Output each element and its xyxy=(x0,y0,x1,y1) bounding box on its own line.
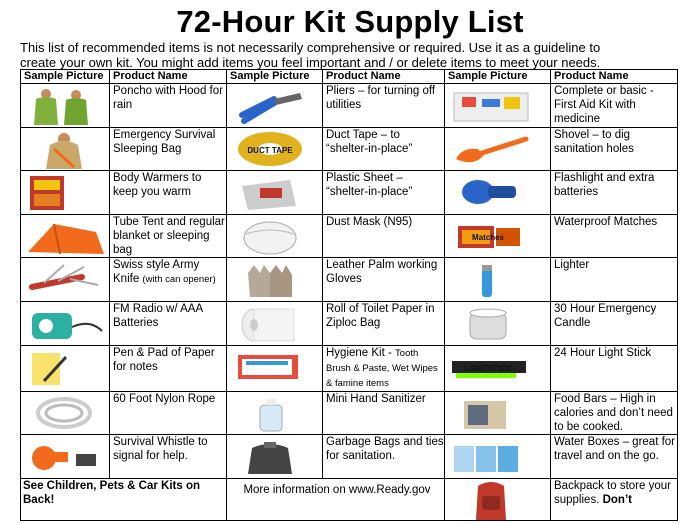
product-name-cell xyxy=(110,127,227,171)
product-name: Waterproof Matches xyxy=(554,215,658,228)
picture-cell xyxy=(445,435,551,479)
product-name-cell xyxy=(551,84,678,128)
product-name-cell xyxy=(323,435,445,479)
tent-icon xyxy=(24,216,110,256)
picture-cell xyxy=(21,171,110,215)
product-name: Dust Mask (N95) xyxy=(326,215,413,228)
candle-icon xyxy=(448,303,534,343)
svg-text:LIGHTSTICK: LIGHTSTICK xyxy=(464,363,512,373)
product-name-cell xyxy=(110,435,227,479)
table-row xyxy=(21,84,678,128)
matches-icon xyxy=(448,216,534,256)
product-name-cell xyxy=(551,345,678,391)
product-note: Tooth Brush & Paste, Wet Wipes & famine items xyxy=(326,347,438,389)
product-name: Swiss style Army Knife xyxy=(113,259,200,286)
table-row xyxy=(21,214,678,258)
picture-cell xyxy=(445,171,551,215)
column-header-product: Product Name xyxy=(323,70,445,84)
table-row xyxy=(21,171,678,215)
picture-cell xyxy=(445,345,551,391)
footer-back-note: See Children, Pets & Car Kits on Back! xyxy=(21,478,227,520)
product-name-cell xyxy=(323,301,445,345)
table-row xyxy=(21,391,678,435)
picture-cell xyxy=(227,258,323,302)
product-name: FM Radio w/ AAA Batteries xyxy=(113,302,203,329)
food-bars-icon xyxy=(448,393,534,433)
product-name-cell xyxy=(551,391,678,435)
duct-tape-icon xyxy=(230,129,316,169)
svg-text:DUCT TAPE: DUCT TAPE xyxy=(247,145,293,155)
product-name: Tube Tent and regular blanket or sleeping bag xyxy=(113,215,225,256)
product-name-cell xyxy=(110,345,227,391)
product-name: Flashlight and extra batteries xyxy=(554,172,655,199)
product-name-cell xyxy=(323,84,445,128)
picture-cell xyxy=(227,435,323,479)
picture-cell xyxy=(21,258,110,302)
water-boxes-icon xyxy=(448,436,534,476)
product-name: Survival Whistle to signal for help. xyxy=(113,436,208,463)
poncho-icon xyxy=(24,85,110,125)
product-name: Roll of Toilet Paper in Ziploc Bag xyxy=(326,302,435,329)
whistle-icon xyxy=(24,436,110,476)
product-name: 60 Foot Nylon Rope xyxy=(113,392,216,405)
picture-cell xyxy=(21,391,110,435)
product-name-cell xyxy=(110,391,227,435)
picture-cell xyxy=(227,391,323,435)
product-name: Pen & Pad of Paper for notes xyxy=(113,346,215,373)
supply-table xyxy=(20,69,678,521)
table-row xyxy=(21,127,678,171)
product-name-cell xyxy=(323,214,445,258)
product-name: Duct Tape – to “shelter-in-place” xyxy=(326,128,413,155)
product-name: Poncho with Hood for rain xyxy=(113,85,223,111)
sanitizer-icon xyxy=(230,393,316,433)
picture-cell xyxy=(227,345,323,391)
product-name-cell xyxy=(110,258,227,302)
picture-cell xyxy=(445,258,551,302)
lighter-icon xyxy=(448,259,534,299)
product-name: Lighter xyxy=(554,259,590,272)
page-title: 72-Hour Kit Supply List xyxy=(176,4,524,39)
product-name: Hygiene Kit - xyxy=(326,346,392,359)
backpack-bold-text: Don’t xyxy=(602,493,632,506)
body-warmer-icon xyxy=(24,172,110,212)
footer-more-info: More information on www.Ready.gov xyxy=(227,478,445,520)
picture-cell xyxy=(445,391,551,435)
flashlight-icon xyxy=(448,172,534,212)
table-row xyxy=(21,258,678,302)
product-name: Food Bars – High in calories and don’t need to be cooked. xyxy=(554,392,673,433)
picture-cell xyxy=(227,127,323,171)
product-note: (with can opener) xyxy=(142,274,216,286)
product-name-cell xyxy=(551,171,678,215)
product-name: Garbage Bags and ties for sanitation. xyxy=(326,436,444,463)
picture-cell xyxy=(445,127,551,171)
footer-backpack-cell xyxy=(551,478,678,520)
column-header-product: Product Name xyxy=(110,70,227,84)
product-name-cell xyxy=(323,345,445,391)
table-header-row xyxy=(21,70,678,84)
product-name-cell xyxy=(323,258,445,302)
product-name-cell xyxy=(551,214,678,258)
picture-cell xyxy=(227,214,323,258)
pliers-icon xyxy=(230,85,316,125)
product-name-cell xyxy=(110,171,227,215)
picture-cell xyxy=(21,345,110,391)
product-name: Shovel – to dig sanitation holes xyxy=(554,128,634,155)
picture-cell xyxy=(445,301,551,345)
table-row xyxy=(21,435,678,479)
intro-text xyxy=(20,40,690,70)
picture-cell xyxy=(227,171,323,215)
product-name: Plastic Sheet – “shelter-in-place” xyxy=(326,172,413,199)
picture-cell xyxy=(21,84,110,128)
product-name-cell xyxy=(323,171,445,215)
product-name: Mini Hand Sanitizer xyxy=(326,392,426,405)
product-name-cell xyxy=(551,435,678,479)
product-name-cell xyxy=(110,301,227,345)
table-row xyxy=(21,345,678,391)
product-name-cell xyxy=(323,391,445,435)
product-name: Body Warmers to keep you warm xyxy=(113,172,202,199)
radio-icon xyxy=(24,303,110,343)
column-header-picture: Sample Picture xyxy=(445,70,551,84)
shovel-icon xyxy=(448,129,534,169)
picture-cell xyxy=(21,435,110,479)
footer-row xyxy=(21,478,678,520)
picture-cell xyxy=(445,214,551,258)
picture-cell xyxy=(227,301,323,345)
plastic-sheet-icon xyxy=(230,172,316,212)
table-row xyxy=(21,301,678,345)
product-name-cell xyxy=(323,127,445,171)
product-name-cell xyxy=(110,214,227,258)
gloves-icon xyxy=(230,259,316,299)
picture-cell xyxy=(21,301,110,345)
first-aid-kit-icon xyxy=(448,85,534,125)
product-name-cell xyxy=(551,301,678,345)
product-name: Leather Palm working Gloves xyxy=(326,259,438,286)
intro-line-1: This list of recommended items is not necessarily comprehensive or required. Use it as a guideline to xyxy=(20,40,601,55)
pen-pad-icon xyxy=(24,347,110,387)
light-stick-icon xyxy=(448,347,534,387)
picture-cell xyxy=(445,478,551,520)
picture-cell xyxy=(21,127,110,171)
picture-cell xyxy=(227,84,323,128)
toilet-paper-icon xyxy=(230,303,316,343)
product-name: Emergency Survival Sleeping Bag xyxy=(113,128,216,155)
product-name: 24 Hour Light Stick xyxy=(554,346,652,359)
backpack-icon xyxy=(448,480,534,520)
column-header-picture: Sample Picture xyxy=(227,70,323,84)
hygiene-kit-icon xyxy=(230,347,316,387)
intro-line-2: create your own kit. You might add items you feel important and / or delete items to meet your needs. xyxy=(20,55,601,70)
product-name-cell xyxy=(110,84,227,128)
column-header-product: Product Name xyxy=(551,70,678,84)
dust-mask-icon xyxy=(230,216,316,256)
rope-icon xyxy=(24,393,110,433)
column-header-picture: Sample Picture xyxy=(21,70,110,84)
product-name-cell xyxy=(551,258,678,302)
product-name: Pliers – for turning off utilities xyxy=(326,85,436,111)
army-knife-icon xyxy=(24,259,110,299)
garbage-bag-icon xyxy=(230,436,316,476)
picture-cell xyxy=(445,84,551,128)
product-name: 30 Hour Emergency Candle xyxy=(554,302,657,329)
product-name: Complete or basic - First Aid Kit with medicine xyxy=(554,85,654,125)
product-name-cell xyxy=(551,127,678,171)
sleeping-bag-icon xyxy=(24,129,110,169)
product-name: Water Boxes – great for travel and on the go. xyxy=(554,436,676,463)
picture-cell xyxy=(21,214,110,258)
backpack-text: Backpack to store your supplies. xyxy=(554,479,671,506)
svg-text:Matches: Matches xyxy=(471,232,505,242)
